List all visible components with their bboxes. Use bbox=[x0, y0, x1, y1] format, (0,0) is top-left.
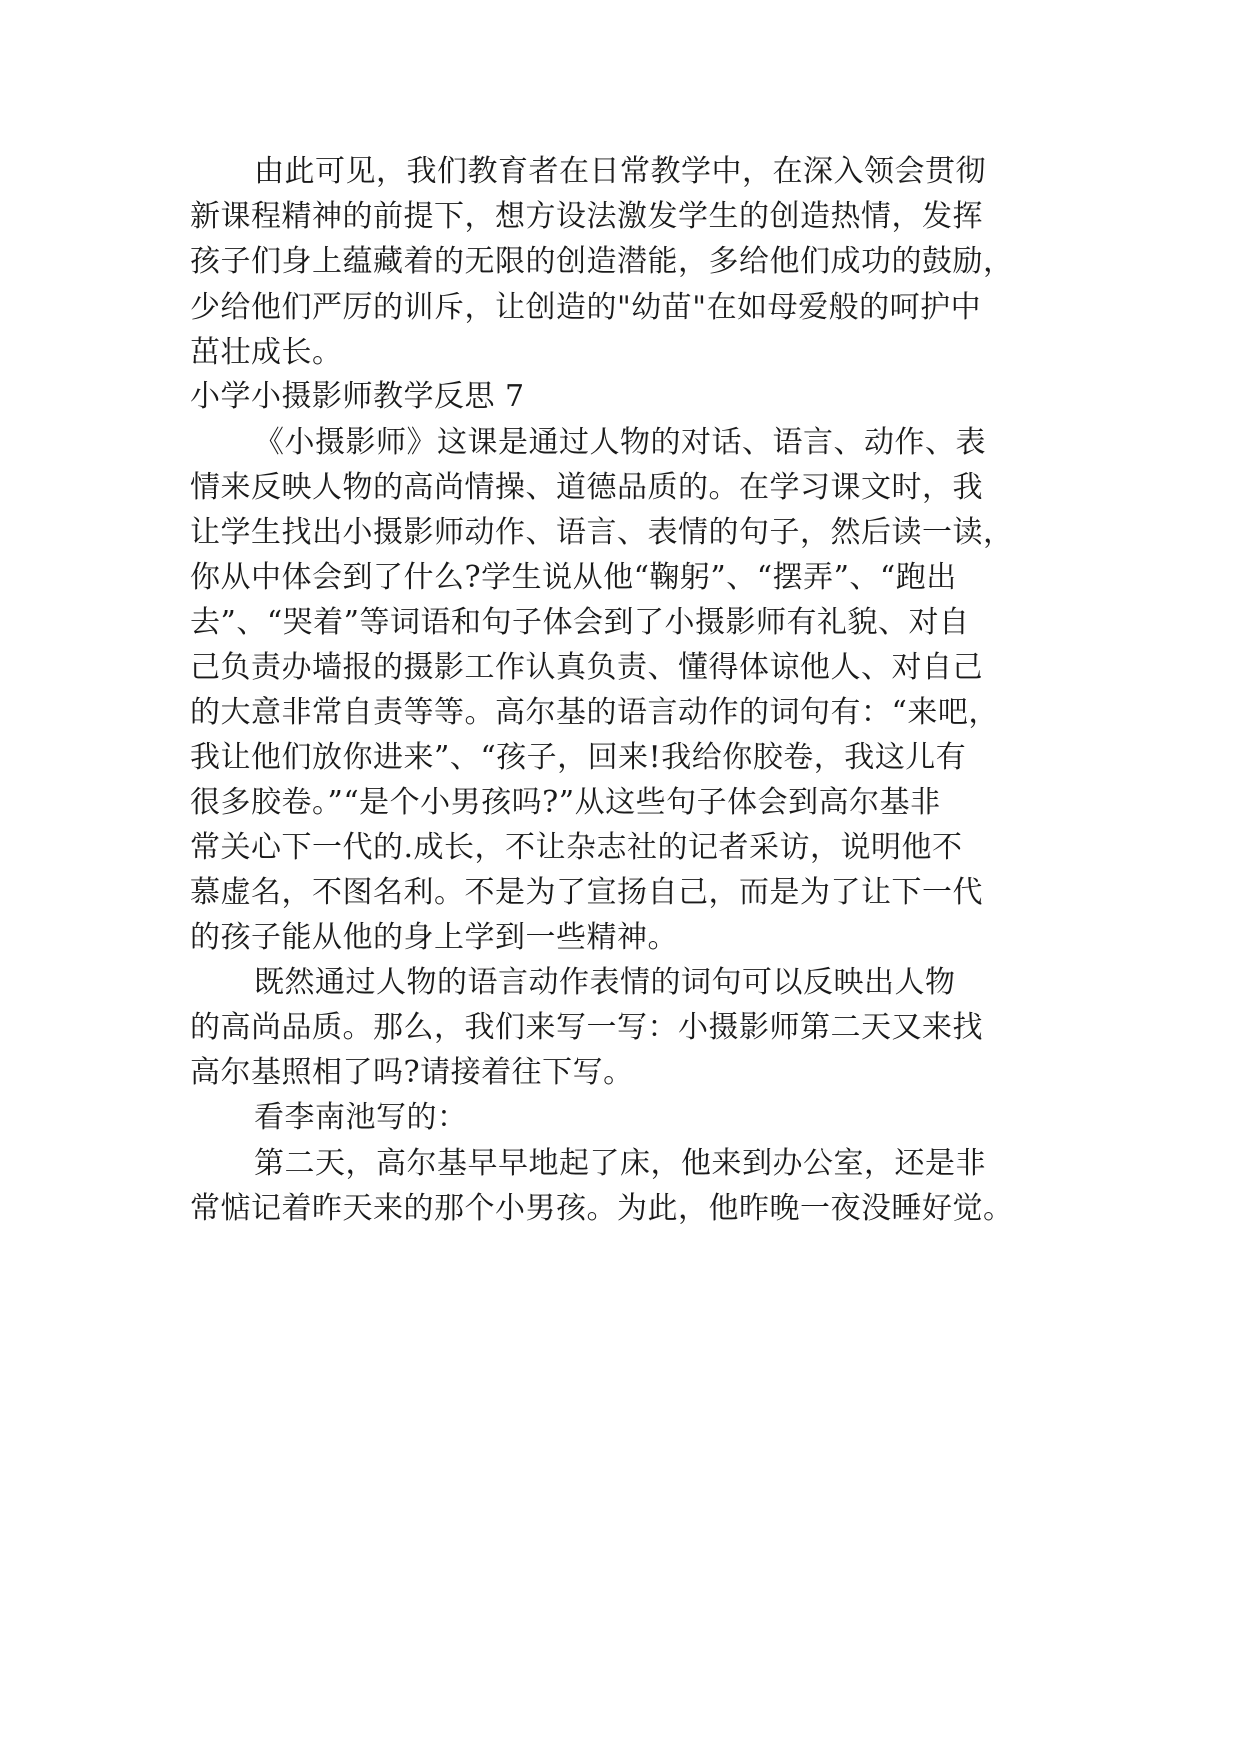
paragraph-line: 茁壮成长。 bbox=[190, 335, 343, 370]
paragraph-line: 看李南池写的： bbox=[254, 1100, 468, 1135]
paragraph-line: 《小摄影师》这课是通过人物的对话、语言、动作、表 bbox=[254, 425, 986, 460]
paragraph-line: 我让他们放你进来”、“孩子，回来!我给你胶卷，我这儿有 bbox=[190, 740, 967, 775]
paragraph-line: 让学生找出小摄影师动作、语言、表情的句子，然后读一读， bbox=[190, 515, 1014, 550]
paragraph-line: 的孩子能从他的身上学到一些精神。 bbox=[190, 920, 678, 955]
paragraph-line: 孩子们身上蕴藏着的无限的创造潜能，多给他们成功的鼓励， bbox=[190, 244, 1014, 279]
paragraph-line: 你从中体会到了什么?学生说从他“鞠躬”、“摆弄”、“跑出 bbox=[190, 560, 957, 595]
section-heading: 小学小摄影师教学反思 7 bbox=[190, 379, 525, 414]
paragraph-line: 新课程精神的前提下，想方设法激发学生的创造热情，发挥 bbox=[190, 199, 983, 234]
paragraph-line: 去”、“哭着”等词语和句子体会到了小摄影师有礼貌、对自 bbox=[190, 605, 970, 640]
paragraph-line: 少给他们严厉的训斥，让创造的"幼苗"在如母爱般的呵护中 bbox=[190, 290, 982, 325]
paragraph-line: 情来反映人物的高尚情操、道德品质的。在学习课文时，我 bbox=[190, 470, 983, 505]
paragraph-line: 高尔基照相了吗?请接着往下写。 bbox=[190, 1055, 634, 1090]
paragraph-line: 己负责办墙报的摄影工作认真负责、懂得体谅他人、对自己 bbox=[190, 650, 983, 685]
paragraph-line: 很多胶卷。”“是个小男孩吗?”从这些句子体会到高尔基非 bbox=[190, 785, 941, 820]
paragraph-line: 第二天，高尔基早早地起了床，他来到办公室，还是非 bbox=[254, 1146, 986, 1181]
paragraph-line: 的大意非常自责等等。高尔基的语言动作的词句有：“来吧， bbox=[190, 695, 999, 730]
paragraph-line: 常关心下一代的.成长，不让杂志社的记者采访，说明他不 bbox=[190, 830, 963, 865]
paragraph-line: 常惦记着昨天来的那个小男孩。为此，他昨晚一夜没睡好觉。 bbox=[190, 1191, 1014, 1226]
paragraph-line: 既然通过人物的语言动作表情的词句可以反映出人物 bbox=[254, 965, 956, 1000]
paragraph-line: 由此可见，我们教育者在日常教学中，在深入领会贯彻 bbox=[254, 154, 986, 189]
paragraph-line: 的高尚品质。那么，我们来写一写：小摄影师第二天又来找 bbox=[190, 1010, 983, 1045]
paragraph-line: 慕虚名，不图名利。不是为了宣扬自己，而是为了让下一代 bbox=[190, 875, 983, 910]
